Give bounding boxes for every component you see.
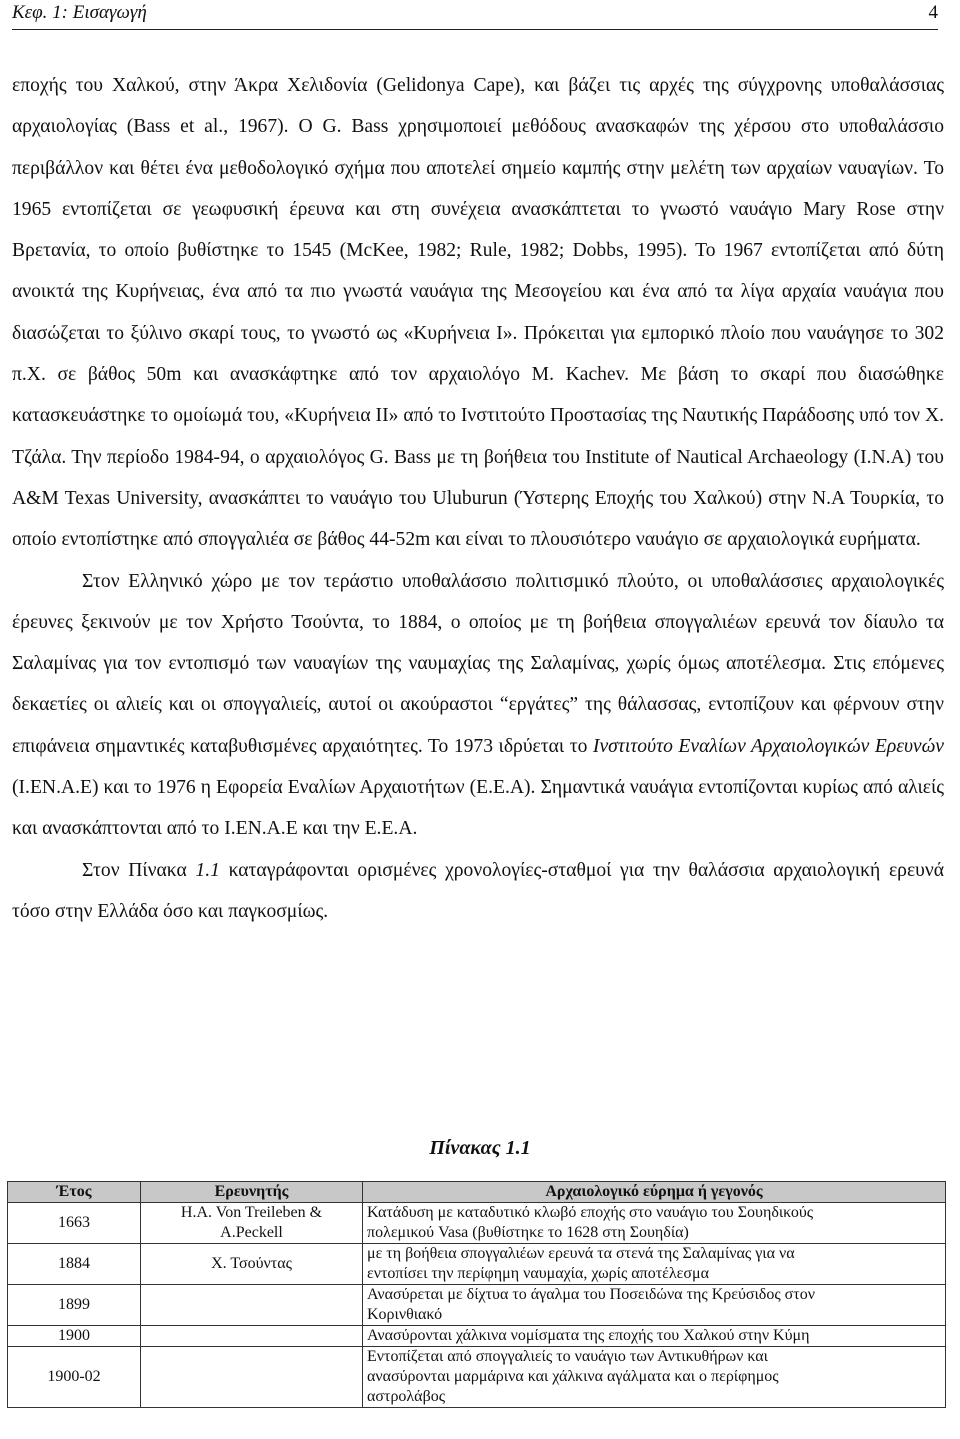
cell-line: Κατάδυση με καταδυτικό κλωβό εποχής στο ναυάγιο του Σουηδικούς xyxy=(367,1204,814,1221)
header-event: Αρχαιολογικό εύρημα ή γεγονός xyxy=(363,1182,946,1203)
paragraph-2-italic: Ινστιτούτο Εναλίων Αρχαιολογικών Ερευνών xyxy=(592,735,944,757)
cell-researcher: Χ. Τσούντας xyxy=(141,1244,363,1285)
header-researcher: Ερευνητής xyxy=(141,1182,363,1203)
cell-event: Ανασύρονται χάλκινα νομίσματα της εποχής του Χαλκού στην Κύμη xyxy=(363,1326,946,1347)
cell-line: πολεμικού Vasa (βυθίστηκε το 1628 στη Σουηδία) xyxy=(367,1224,689,1241)
cell-line: με τη βοήθεια σπογγαλιέων ερευνά τα στενά της Σαλαμίνας για να xyxy=(367,1245,795,1262)
cell-year: 1900-02 xyxy=(8,1347,141,1408)
chapter-title: Κεφ. 1: Εισαγωγή xyxy=(12,2,147,23)
paragraph-2 xyxy=(12,561,944,850)
paragraph-1: εποχής του Χαλκού, στην Άκρα Χελιδονία (Gelidonya Cape), και βάζει τις αρχές της σύγχρονης υποθαλάσσιας αρχαιολογίας (Bass et al., 1967). Ο G. Bass χρησιμοποιεί μεθόδους ανασκαφών της χέρσου στο υποθαλάσσιο περιβάλλον και θέτει ένα μεθοδολογικό σχήμα που αποτελεί σημείο καμπής στην μελέτη των αρχαίων ναυαγίων. Το 1965 εντοπίζεται σε γεωφυσική έρευνα και στη συνέχεια ανασκάπτεται το γνωστό ναυάγιο Mary Rose στην Βρετανία, το οποίο βυθίστηκε το 1545 (McKee, 1982; Rule, 1982; Dobbs, 1995). Το 1967 εντοπίζεται από δύτη ανοικτά της Κυρήνειας, ένα από τα πιο γνωστά ναυάγια της Μεσογείου και ένα από τα λίγα αρχαία ναυάγια που διασώζεται το ξύλινο σκαρί τους, το γνωστό ως «Κυρήνεια Ι». Πρόκειται για εμπορικό πλοίο που ναυάγησε το 302 π.Χ. σε βάθος 50m και ανασκάφτηκε από τον αρχαιολόγο M. Kachev. Με βάση το σκαρί που διασώθηκε κατασκευάστηκε το ομοίωμά του, «Κυρήνεια ΙΙ» από το Ινστιτούτο Προστασίας της Ναυτικής Παράδοσης υπό τον Χ. Τζάλα. Την περίοδο 1984-94, ο αρχαιολόγος G. Bass με τη βοήθεια του Institute of Nautical Archaeology (I.N.A) του A&M Texas University, ανασκάπτει το ναυάγιο του Uluburun (Ύστερης Εποχής του Χαλκού) στην Ν.Α Τουρκία, το οποίο εντοπίστηκε από σπογγαλιέα σε βάθος 44-52m και είναι το πλουσιότερο ναυάγιο σε αρχαιολογικά ευρήματα. xyxy=(12,75,944,551)
table-row xyxy=(8,1244,946,1285)
table-row xyxy=(8,1203,946,1244)
page-number: 4 xyxy=(928,2,938,23)
paragraph-2-text-a: Στον Ελληνικό χώρο με τον τεράστιο υποθαλάσσιο πολιτισμικό πλούτο, οι υποθαλάσσιες αρχαιολογικές έρευνες ξεκινούν με τον Χρήστο Τσούντα, το 1884, ο οποίος με τη βοήθεια σπογγαλιέων ερευνά τον δίαυλο τα Σαλαμίνας για τον εντοπισμό των ναυαγίων της ναυμαχίας της Σαλαμίνας, χωρίς όμως αποτέλεσμα. Στις επόμενες δεκαετίες οι αλιείς και οι σπογγαλιείς, αυτοί οι ακούραστοι “εργάτες” της θάλασσας, εντοπίζουν και φέρνουν στην επιφάνεια σημαντικές καταβυθισμένες αρχαιότητες. Το 1973 ιδρύεται το xyxy=(12,570,944,757)
cell-line: Εντοπίζεται από σπογγαλιείς το ναυάγιο των Αντικυθήρων και xyxy=(367,1348,768,1365)
table-row xyxy=(8,1326,946,1347)
cell-year: 1899 xyxy=(8,1285,141,1326)
cell-line: Κορινθιακό xyxy=(367,1306,443,1323)
header-rule xyxy=(12,29,938,30)
cell-event xyxy=(363,1203,946,1244)
header-year: Έτος xyxy=(8,1182,141,1203)
cell-researcher xyxy=(141,1285,363,1326)
cell-line: A.Peckell xyxy=(220,1224,283,1241)
page-header xyxy=(12,0,938,26)
cell-year: 1900 xyxy=(8,1326,141,1347)
cell-event xyxy=(363,1347,946,1408)
table-header-row xyxy=(8,1182,946,1203)
cell-event xyxy=(363,1244,946,1285)
paragraph-2-text-b: (Ι.ΕΝ.Α.Ε) και το 1976 η Εφορεία Εναλίων Αρχαιοτήτων (Ε.Ε.Α). Σημαντικά ναυάγια εντοπίζονται κυρίως από αλιείς και ανασκάπτονται από το Ι.ΕΝ.Α.Ε και την Ε.Ε.Α. xyxy=(12,777,944,840)
cell-line: H.A. Von Treileben & xyxy=(180,1204,323,1221)
cell-line: αστρολάβος xyxy=(367,1388,446,1405)
cell-researcher xyxy=(141,1203,363,1244)
document-body xyxy=(12,65,944,932)
table-row xyxy=(8,1347,946,1408)
paragraph-3-text-a: Στον Πίνακα xyxy=(82,859,196,881)
paragraph-3 xyxy=(12,850,944,933)
cell-line: εντοπίσει την περίφημη ναυμαχία, χωρίς αποτέλεσμα xyxy=(367,1265,709,1282)
cell-line: ανασύρονται μαρμάρινα και χάλκινα αγάλματα και ο περίφημος xyxy=(367,1368,779,1385)
table-title: Πίνακας 1.1 xyxy=(429,1137,531,1159)
cell-year: 1663 xyxy=(8,1203,141,1244)
cell-year: 1884 xyxy=(8,1244,141,1285)
cell-event xyxy=(363,1285,946,1326)
cell-line: Ανασύρεται με δίχτυα το άγαλμα του Ποσειδώνα της Κρεύσιδος στον xyxy=(367,1286,815,1303)
chronology-table xyxy=(7,1181,946,1408)
cell-researcher xyxy=(141,1347,363,1408)
table-row xyxy=(8,1285,946,1326)
paragraph-3-text-b: καταγράφονται ορισμένες χρονολογίες-σταθμοί για την θαλάσσια αρχαιολογική ερευνά τόσο στην Ελλάδα όσο και παγκοσμίως. xyxy=(12,859,944,922)
cell-researcher xyxy=(141,1326,363,1347)
paragraph-3-italic: 1.1 xyxy=(195,859,220,881)
